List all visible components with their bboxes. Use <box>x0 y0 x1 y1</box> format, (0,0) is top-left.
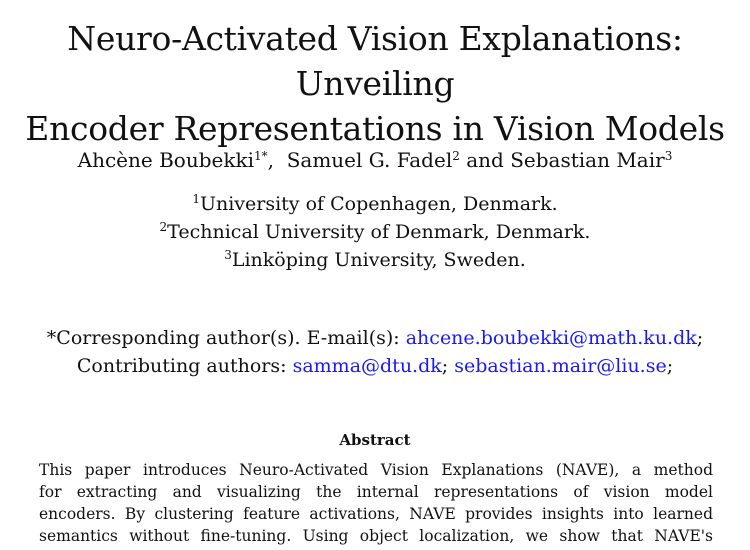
paper-title-line-1: Neuro-Activated Vision Explanations: Unveiling <box>67 19 683 103</box>
corresponding-prefix: *Corresponding author(s). E-mail(s): <box>46 327 400 349</box>
semicolon: ; <box>696 327 704 349</box>
author-name: Ahcène Boubekki <box>77 148 254 172</box>
author-separator: , <box>267 148 274 172</box>
author-superscript: 2 <box>452 149 460 163</box>
contributing-email-link[interactable]: sebastian.mair@liu.se <box>454 355 667 377</box>
paper-title <box>0 16 750 151</box>
affiliation-text: Linköping University, Sweden. <box>231 249 526 271</box>
affiliation <box>0 218 750 246</box>
corresponding-author-line <box>0 324 750 352</box>
affiliation <box>0 246 750 274</box>
semicolon: ; <box>666 355 674 377</box>
affiliation-superscript: 2 <box>159 220 168 234</box>
semicolon: ; <box>441 355 449 377</box>
abstract-line: encoders. By clustering feature activations, NAVE provides insights into learned <box>39 505 713 523</box>
affiliation <box>0 190 750 218</box>
author-conjunction: and <box>466 148 504 172</box>
author-superscript: 3 <box>664 149 673 163</box>
affiliation-text: Technical University of Denmark, Denmark. <box>167 221 591 243</box>
affiliation-superscript: 1 <box>192 192 200 206</box>
contributing-authors-line <box>0 352 750 380</box>
abstract-line: semantics without fine-tuning. Using object localization, we show that NAVE's <box>39 527 713 545</box>
abstract-heading: Abstract <box>339 431 411 449</box>
affiliation-superscript: 3 <box>224 248 232 262</box>
abstract-line: This paper introduces Neuro-Activated Vision Explanations (NAVE), a method <box>39 461 713 479</box>
corresponding-email-link[interactable]: ahcene.boubekki@math.ku.dk <box>405 327 697 349</box>
affiliation-text: University of Copenhagen, Denmark. <box>199 193 558 215</box>
author-name: Samuel G. Fadel <box>286 148 453 172</box>
author-name: Sebastian Mair <box>510 148 665 172</box>
abstract-line: for extracting and visualizing the internal representations of vision model <box>39 483 713 501</box>
affiliation-list <box>0 190 750 274</box>
paper-title-line-2: Encoder Representations in Vision Models <box>25 109 725 148</box>
author-list <box>0 146 750 174</box>
abstract-body <box>39 459 713 547</box>
contact-block <box>0 324 750 380</box>
contributing-email-link[interactable]: samma@dtu.dk <box>292 355 442 377</box>
contributing-prefix: Contributing authors: <box>76 355 287 377</box>
author-superscript: 1* <box>253 149 268 163</box>
